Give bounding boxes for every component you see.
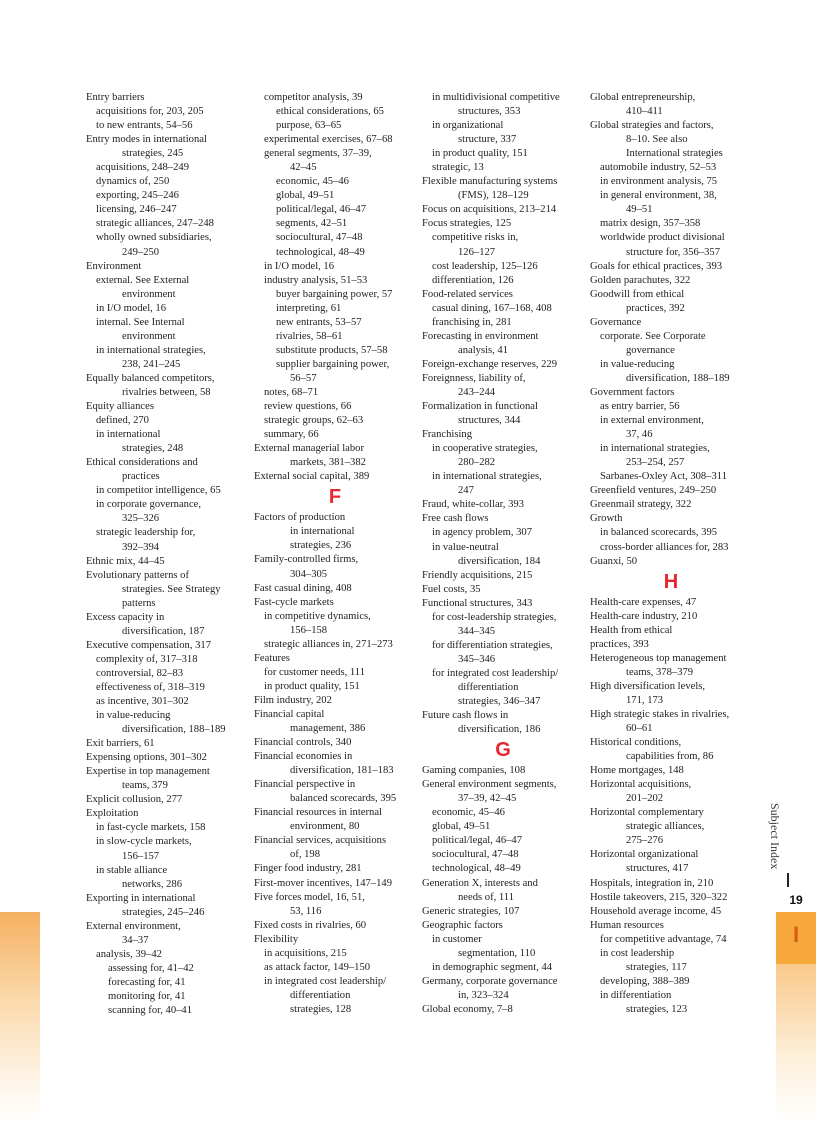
index-entry: Explicit collusion, 277 bbox=[86, 794, 183, 806]
index-column-4 bbox=[590, 91, 752, 1017]
index-entry: diversification, 181–183 bbox=[290, 765, 394, 777]
index-entry: 243–244 bbox=[458, 386, 496, 398]
index-entry: Entry modes in international bbox=[86, 134, 207, 146]
index-entry: capabilities from, 86 bbox=[626, 751, 714, 763]
index-entry: in slow-cycle markets, bbox=[96, 836, 192, 848]
left-margin-tab-decoration bbox=[0, 912, 40, 1123]
index-column-1 bbox=[86, 91, 248, 1018]
index-entry: in international bbox=[290, 526, 355, 538]
index-entry: economic, 45–46 bbox=[432, 807, 505, 819]
index-entry: political/legal, 46–47 bbox=[432, 835, 523, 847]
index-entry: in product quality, 151 bbox=[264, 680, 360, 692]
index-entry: Five forces model, 16, 51, bbox=[254, 891, 365, 903]
index-entry: strategies, 245 bbox=[122, 148, 184, 160]
index-entry: Generic strategies, 107 bbox=[422, 905, 520, 917]
index-entry: Exploitation bbox=[86, 808, 139, 820]
index-entry: sociocultural, 47–48 bbox=[432, 849, 519, 861]
index-entry: technological, 48–49 bbox=[276, 246, 365, 258]
index-entry: automobile industry, 52–53 bbox=[600, 162, 717, 174]
index-entry: patterns bbox=[122, 597, 156, 609]
index-entry: analysis, 41 bbox=[458, 344, 509, 356]
index-entry: strategies, 245–246 bbox=[122, 906, 205, 918]
index-entry: diversification, 188–189 bbox=[122, 724, 226, 736]
index-entry: Global economy, 7–8 bbox=[422, 1003, 513, 1015]
index-entry: experimental exercises, 67–68 bbox=[264, 134, 393, 146]
index-entry: rivalries, 58–61 bbox=[276, 330, 343, 342]
index-entry: for customer needs, 111 bbox=[264, 666, 366, 678]
index-entry: political/legal, 46–47 bbox=[276, 204, 367, 216]
index-entry: strategies, 128 bbox=[290, 1003, 352, 1015]
index-entry: practices, 392 bbox=[626, 302, 685, 314]
index-entry: Equity alliances bbox=[86, 401, 154, 413]
index-entry: in fast-cycle markets, 158 bbox=[96, 822, 206, 834]
index-entry: segmentation, 110 bbox=[458, 947, 536, 959]
index-entry: Financial capital bbox=[254, 708, 325, 720]
index-entry: review questions, 66 bbox=[264, 401, 352, 413]
index-entry: in cost leadership bbox=[600, 947, 675, 959]
index-entry: Friendly acquisitions, 215 bbox=[422, 569, 533, 581]
index-entry: dynamics of, 250 bbox=[96, 176, 170, 188]
index-entry: strategies, 236 bbox=[290, 540, 352, 552]
index-entry: Health-care expenses, 47 bbox=[590, 596, 697, 608]
index-entry: 53, 116 bbox=[290, 905, 322, 917]
index-entry: 156–157 bbox=[122, 850, 160, 862]
index-column-2 bbox=[254, 91, 416, 1017]
index-entry: 60–61 bbox=[626, 723, 653, 735]
index-entry: Gaming companies, 108 bbox=[422, 765, 526, 777]
index-entry: 201–202 bbox=[626, 793, 664, 805]
index-entry: structures, 353 bbox=[458, 106, 521, 118]
index-entry: Geographic factors bbox=[422, 919, 503, 931]
index-entry: 49–51 bbox=[626, 204, 653, 216]
index-entry: balanced scorecards, 395 bbox=[290, 793, 397, 805]
thumb-index-gradient bbox=[776, 964, 816, 1123]
index-entry: 304–305 bbox=[290, 568, 328, 580]
index-entry: in I/O model, 16 bbox=[264, 260, 335, 272]
index-entry: strategies, 123 bbox=[626, 1003, 688, 1015]
index-entry: in organizational bbox=[432, 120, 504, 132]
index-entry: in demographic segment, 44 bbox=[432, 961, 553, 973]
index-entry: Features bbox=[254, 652, 290, 664]
index-entry: Expertise in top management bbox=[86, 766, 210, 778]
index-entry: practices, 393 bbox=[590, 638, 649, 650]
index-entry: for competitive advantage, 74 bbox=[600, 933, 727, 945]
index-entry: sociocultural, 47–48 bbox=[276, 232, 363, 244]
index-entry: forecasting for, 41 bbox=[108, 976, 186, 988]
index-entry: structure for, 356–357 bbox=[626, 246, 721, 258]
index-entry: in acquisitions, 215 bbox=[264, 947, 347, 959]
index-entry: High diversification levels, bbox=[590, 680, 706, 692]
index-entry: Environment bbox=[86, 260, 142, 272]
index-entry: (FMS), 128–129 bbox=[458, 190, 529, 202]
index-entry: Food-related services bbox=[422, 288, 513, 300]
index-entry: Government factors bbox=[590, 386, 675, 398]
index-entry: 280–282 bbox=[458, 457, 496, 469]
index-entry: in cooperative strategies, bbox=[432, 443, 538, 455]
index-entry: Finger food industry, 281 bbox=[254, 863, 362, 875]
index-entry: Exit barriers, 61 bbox=[86, 738, 155, 750]
index-entry: strategic, 13 bbox=[432, 162, 484, 174]
index-entry: wholly owned subsidiaries, bbox=[96, 232, 212, 244]
index-entry: Film industry, 202 bbox=[254, 694, 332, 706]
index-entry: Forecasting in environment bbox=[422, 330, 539, 342]
index-entry: 126–127 bbox=[458, 246, 496, 258]
index-entry: 37, 46 bbox=[626, 429, 653, 441]
index-entry: in value-reducing bbox=[96, 710, 171, 722]
index-entry: 345–346 bbox=[458, 653, 496, 665]
index-entry: analysis, 39–42 bbox=[96, 948, 162, 960]
index-entry: corporate. See Corporate bbox=[600, 330, 706, 342]
index-entry: structure, 337 bbox=[458, 134, 517, 146]
index-entry: Ethnic mix, 44–45 bbox=[86, 555, 165, 567]
index-entry: Growth bbox=[590, 513, 623, 525]
index-entry: competitive risks in, bbox=[432, 232, 519, 244]
index-entry: as incentive, 301–302 bbox=[96, 696, 189, 708]
index-entry: effectiveness of, 318–319 bbox=[96, 681, 205, 693]
index-entry: Financial perspective in bbox=[254, 779, 356, 791]
running-head: Subject Index bbox=[768, 803, 782, 870]
index-entry: Franchising bbox=[422, 429, 473, 441]
index-entry: Foreignness, liability of, bbox=[422, 372, 526, 384]
thumb-index-letter: I bbox=[792, 922, 800, 947]
index-entry: in corporate governance, bbox=[96, 499, 202, 511]
index-entry: 249–250 bbox=[122, 246, 160, 258]
index-entry: for differentiation strategies, bbox=[432, 639, 553, 651]
index-entry: Hospitals, integration in, 210 bbox=[590, 877, 714, 889]
index-entry: in multidivisional competitive bbox=[432, 92, 560, 103]
index-entry: Expensing options, 301–302 bbox=[86, 752, 207, 764]
index-entry: strategic alliances, 247–248 bbox=[96, 218, 214, 230]
index-entry: Fixed costs in rivalries, 60 bbox=[254, 919, 367, 931]
index-entry: differentiation, 126 bbox=[432, 274, 514, 286]
index-entry: International strategies bbox=[626, 148, 723, 160]
index-entry: Flexibility bbox=[254, 933, 299, 945]
index-entry: 56–57 bbox=[290, 372, 317, 384]
index-entry: interpreting, 61 bbox=[276, 302, 342, 314]
index-entry: environment, 80 bbox=[290, 821, 360, 833]
index-entry: strategic groups, 62–63 bbox=[264, 415, 364, 427]
index-entry: in integrated cost leadership/ bbox=[264, 975, 387, 987]
index-entry: strategies, 248 bbox=[122, 443, 184, 455]
index-entry: in value-reducing bbox=[600, 358, 675, 370]
index-entry: Greenmail strategy, 322 bbox=[590, 499, 692, 511]
index-entry: Family-controlled firms, bbox=[254, 554, 359, 566]
index-entry: strategies, 346–347 bbox=[458, 696, 541, 708]
index-entry: segments, 42–51 bbox=[276, 218, 348, 230]
index-entry: Financial services, acquisitions bbox=[254, 835, 387, 847]
index-entry: External managerial labor bbox=[254, 443, 365, 455]
index-entry: in competitor intelligence, 65 bbox=[96, 485, 221, 497]
index-entry: ethical considerations, 65 bbox=[276, 106, 384, 118]
index-entry: notes, 68–71 bbox=[264, 386, 319, 398]
index-entry: Greenfield ventures, 249–250 bbox=[590, 485, 717, 497]
index-entry: in stable alliance bbox=[96, 864, 168, 876]
index-entry: Hostile takeovers, 215, 320–322 bbox=[590, 891, 728, 903]
index-entry: Functional structures, 343 bbox=[422, 597, 533, 609]
index-entry: in differentiation bbox=[600, 989, 672, 1001]
index-entry: Fast-cycle markets bbox=[254, 596, 334, 608]
index-entry: technological, 48–49 bbox=[432, 863, 521, 875]
index-entry: Fast casual dining, 408 bbox=[254, 582, 352, 594]
index-entry: Health-care industry, 210 bbox=[590, 610, 698, 622]
index-entry: environment bbox=[122, 330, 176, 342]
index-entry: strategic alliances, bbox=[626, 821, 705, 833]
index-entry: 171, 173 bbox=[626, 694, 664, 706]
index-entry: acquisitions for, 203, 205 bbox=[96, 106, 204, 118]
index-entry: Free cash flows bbox=[422, 513, 489, 525]
index-entry: Goodwill from ethical bbox=[590, 288, 685, 300]
section-letter-heading: G bbox=[495, 739, 511, 762]
index-entry: diversification, 188–189 bbox=[626, 372, 730, 384]
index-entry: External social capital, 389 bbox=[254, 471, 370, 483]
index-entry: General environment segments, bbox=[422, 779, 557, 791]
index-entry: new entrants, 53–57 bbox=[276, 316, 362, 328]
index-entry: Financial controls, 340 bbox=[254, 737, 352, 749]
index-entry: Foreign-exchange reserves, 229 bbox=[422, 358, 558, 370]
index-entry: economic, 45–46 bbox=[276, 176, 349, 188]
index-entry: in, 323–324 bbox=[458, 989, 509, 1001]
index-entry: 325–326 bbox=[122, 513, 160, 525]
running-head-divider bbox=[787, 873, 789, 887]
index-entry: defined, 270 bbox=[96, 415, 149, 427]
index-entry: matrix design, 357–358 bbox=[600, 218, 701, 230]
index-entry: External environment, bbox=[86, 920, 181, 932]
index-entry: Horizontal complementary bbox=[590, 807, 704, 819]
index-entry: needs of, 111 bbox=[458, 891, 514, 903]
index-column-3 bbox=[422, 91, 584, 1017]
index-entry: licensing, 246–247 bbox=[96, 204, 177, 216]
index-entry: Golden parachutes, 322 bbox=[590, 274, 691, 286]
index-entry: complexity of, 317–318 bbox=[96, 653, 198, 665]
index-entry: external. See External bbox=[96, 274, 190, 286]
index-entry: Flexible manufacturing systems bbox=[422, 176, 558, 188]
index-entry: Germany, corporate governance bbox=[422, 975, 558, 987]
index-entry: Focus strategies, 125 bbox=[422, 218, 512, 230]
index-entry: Guanxi, 50 bbox=[590, 555, 638, 567]
index-entry: buyer bargaining power, 57 bbox=[276, 288, 393, 300]
index-entry: strategies, 117 bbox=[626, 961, 687, 973]
index-entry: structures, 344 bbox=[458, 415, 521, 427]
index-entry: strategic alliances in, 271–273 bbox=[264, 638, 393, 650]
index-entry: Historical conditions, bbox=[590, 737, 682, 749]
index-entry: as attack factor, 149–150 bbox=[264, 961, 371, 973]
index-entry: practices bbox=[122, 471, 160, 483]
index-entry: purpose, 63–65 bbox=[276, 120, 342, 132]
index-entry: networks, 286 bbox=[122, 878, 183, 890]
index-entry: Sarbanes-Oxley Act, 308–311 bbox=[600, 471, 728, 483]
index-entry: in I/O model, 16 bbox=[96, 302, 167, 314]
section-letter-heading: H bbox=[663, 570, 679, 593]
index-entry: Human resources bbox=[590, 919, 664, 931]
index-entry: Evolutionary patterns of bbox=[86, 569, 189, 581]
index-entry: substitute products, 57–58 bbox=[276, 344, 388, 356]
index-entry: Formalization in functional bbox=[422, 401, 538, 413]
index-entry: in international bbox=[96, 429, 161, 441]
index-entry: Goals for ethical practices, 393 bbox=[590, 260, 723, 272]
index-entry: monitoring for, 41 bbox=[108, 991, 186, 1002]
index-entry: 34–37 bbox=[122, 934, 149, 946]
index-entry: acquisitions, 248–249 bbox=[96, 162, 189, 174]
index-entry: First-mover incentives, 147–149 bbox=[254, 877, 392, 889]
index-entry: diversification, 184 bbox=[458, 555, 541, 567]
index-entry: scanning for, 40–41 bbox=[108, 1005, 193, 1017]
index-entry: Governance bbox=[590, 316, 642, 328]
index-entry: strategic leadership for, bbox=[96, 527, 196, 539]
index-entry: in balanced scorecards, 395 bbox=[600, 527, 718, 539]
index-entry: in international strategies, bbox=[96, 344, 206, 356]
index-entry: 42–45 bbox=[290, 162, 317, 174]
index-entry: Executive compensation, 317 bbox=[86, 639, 212, 651]
index-entry: Financial resources in internal bbox=[254, 807, 382, 819]
index-entry: Financial economies in bbox=[254, 751, 353, 763]
index-entry: global, 49–51 bbox=[432, 821, 491, 833]
index-entry: worldwide product divisional bbox=[600, 232, 725, 244]
index-entry: Exporting in international bbox=[86, 892, 196, 904]
index-entry: supplier bargaining power, bbox=[276, 358, 390, 370]
index-entry: Heterogeneous top management bbox=[590, 652, 727, 664]
index-entry: Entry barriers bbox=[86, 92, 145, 103]
index-entry: structures, 417 bbox=[626, 863, 689, 875]
index-entry: in product quality, 151 bbox=[432, 148, 528, 160]
index-entry: competitor analysis, 39 bbox=[264, 92, 363, 103]
index-entry: markets, 381–382 bbox=[290, 457, 366, 469]
page-number: 19 bbox=[789, 893, 803, 907]
index-entry: casual dining, 167–168, 408 bbox=[432, 302, 552, 314]
index-entry: 238, 241–245 bbox=[122, 358, 181, 370]
index-entry: 37–39, 42–45 bbox=[458, 793, 517, 805]
index-entry: of, 198 bbox=[290, 849, 321, 861]
index-entry: Global entrepreneurship, bbox=[590, 92, 696, 103]
section-letter-heading: F bbox=[328, 486, 342, 509]
index-entry: rivalries between, 58 bbox=[122, 386, 211, 398]
index-entry: global, 49–51 bbox=[276, 190, 335, 202]
index-entry: Fuel costs, 35 bbox=[422, 583, 481, 595]
index-entry: 253–254, 257 bbox=[626, 457, 685, 469]
index-entry: High strategic stakes in rivalries, bbox=[590, 708, 730, 720]
index-entry: Horizontal acquisitions, bbox=[590, 779, 692, 791]
index-entry: industry analysis, 51–53 bbox=[264, 274, 368, 286]
index-entry: franchising in, 281 bbox=[432, 316, 512, 328]
index-entry: in customer bbox=[432, 933, 482, 945]
index-entry: Excess capacity in bbox=[86, 611, 165, 623]
index-entry: management, 386 bbox=[290, 723, 366, 735]
index-entry: Factors of production bbox=[254, 512, 346, 524]
index-entry: assessing for, 41–42 bbox=[108, 962, 194, 974]
index-entry: internal. See Internal bbox=[96, 316, 185, 328]
index-entry: differentiation bbox=[290, 989, 351, 1001]
index-entry: in agency problem, 307 bbox=[432, 527, 533, 539]
index-entry: 275–276 bbox=[626, 835, 664, 847]
index-entry: environment bbox=[122, 288, 176, 300]
index-entry: to new entrants, 54–56 bbox=[96, 120, 193, 132]
index-entry: 247 bbox=[458, 485, 474, 497]
index-entry: diversification, 187 bbox=[122, 625, 205, 637]
index-entry: Future cash flows in bbox=[422, 710, 509, 722]
index-entry: in general environment, 38, bbox=[600, 190, 717, 202]
index-entry: general segments, 37–39, bbox=[264, 148, 372, 160]
index-entry: cross-border alliances for, 283 bbox=[600, 541, 729, 553]
index-entry: 344–345 bbox=[458, 625, 496, 637]
index-entry: in external environment, bbox=[600, 415, 704, 427]
index-entry: differentiation bbox=[458, 681, 519, 693]
index-entry: controversial, 82–83 bbox=[96, 667, 184, 679]
index-entry: in international strategies, bbox=[432, 471, 542, 483]
index-entry: Focus on acquisitions, 213–214 bbox=[422, 204, 557, 216]
index-entry: summary, 66 bbox=[264, 429, 319, 441]
index-entry: Global strategies and factors, bbox=[590, 120, 714, 132]
index-entry: 156–158 bbox=[290, 624, 328, 636]
index-entry: for cost-leadership strategies, bbox=[432, 611, 557, 623]
index-entry: 8–10. See also bbox=[626, 134, 688, 146]
index-entry: Health from ethical bbox=[590, 624, 673, 636]
index-entry: 392–394 bbox=[122, 541, 160, 553]
index-entry: in competitive dynamics, bbox=[264, 610, 371, 622]
index-entry: as entry barrier, 56 bbox=[600, 401, 680, 413]
index-entry: Ethical considerations and bbox=[86, 457, 198, 469]
index-entry: Home mortgages, 148 bbox=[590, 765, 684, 777]
index-entry: governance bbox=[626, 344, 675, 356]
index-entry: in international strategies, bbox=[600, 443, 710, 455]
index-entry: Horizontal organizational bbox=[590, 849, 699, 861]
index-entry: teams, 379 bbox=[122, 780, 168, 792]
index-entry: in environment analysis, 75 bbox=[600, 176, 718, 188]
index-entry: Generation X, interests and bbox=[422, 877, 538, 889]
index-entry: Fraud, white-collar, 393 bbox=[422, 499, 524, 511]
index-entry: Household average income, 45 bbox=[590, 905, 722, 917]
index-entry: in value-neutral bbox=[432, 541, 499, 553]
index-entry: exporting, 245–246 bbox=[96, 190, 179, 202]
index-entry: cost leadership, 125–126 bbox=[432, 260, 538, 272]
index-entry: for integrated cost leadership/ bbox=[432, 667, 559, 679]
index-entry: 410–411 bbox=[626, 106, 663, 118]
index-entry: Equally balanced competitors, bbox=[86, 372, 215, 384]
index-entry: developing, 388–389 bbox=[600, 975, 690, 987]
index-entry: diversification, 186 bbox=[458, 724, 541, 736]
index-entry: teams, 378–379 bbox=[626, 666, 694, 678]
index-entry: strategies. See Strategy bbox=[122, 583, 221, 595]
